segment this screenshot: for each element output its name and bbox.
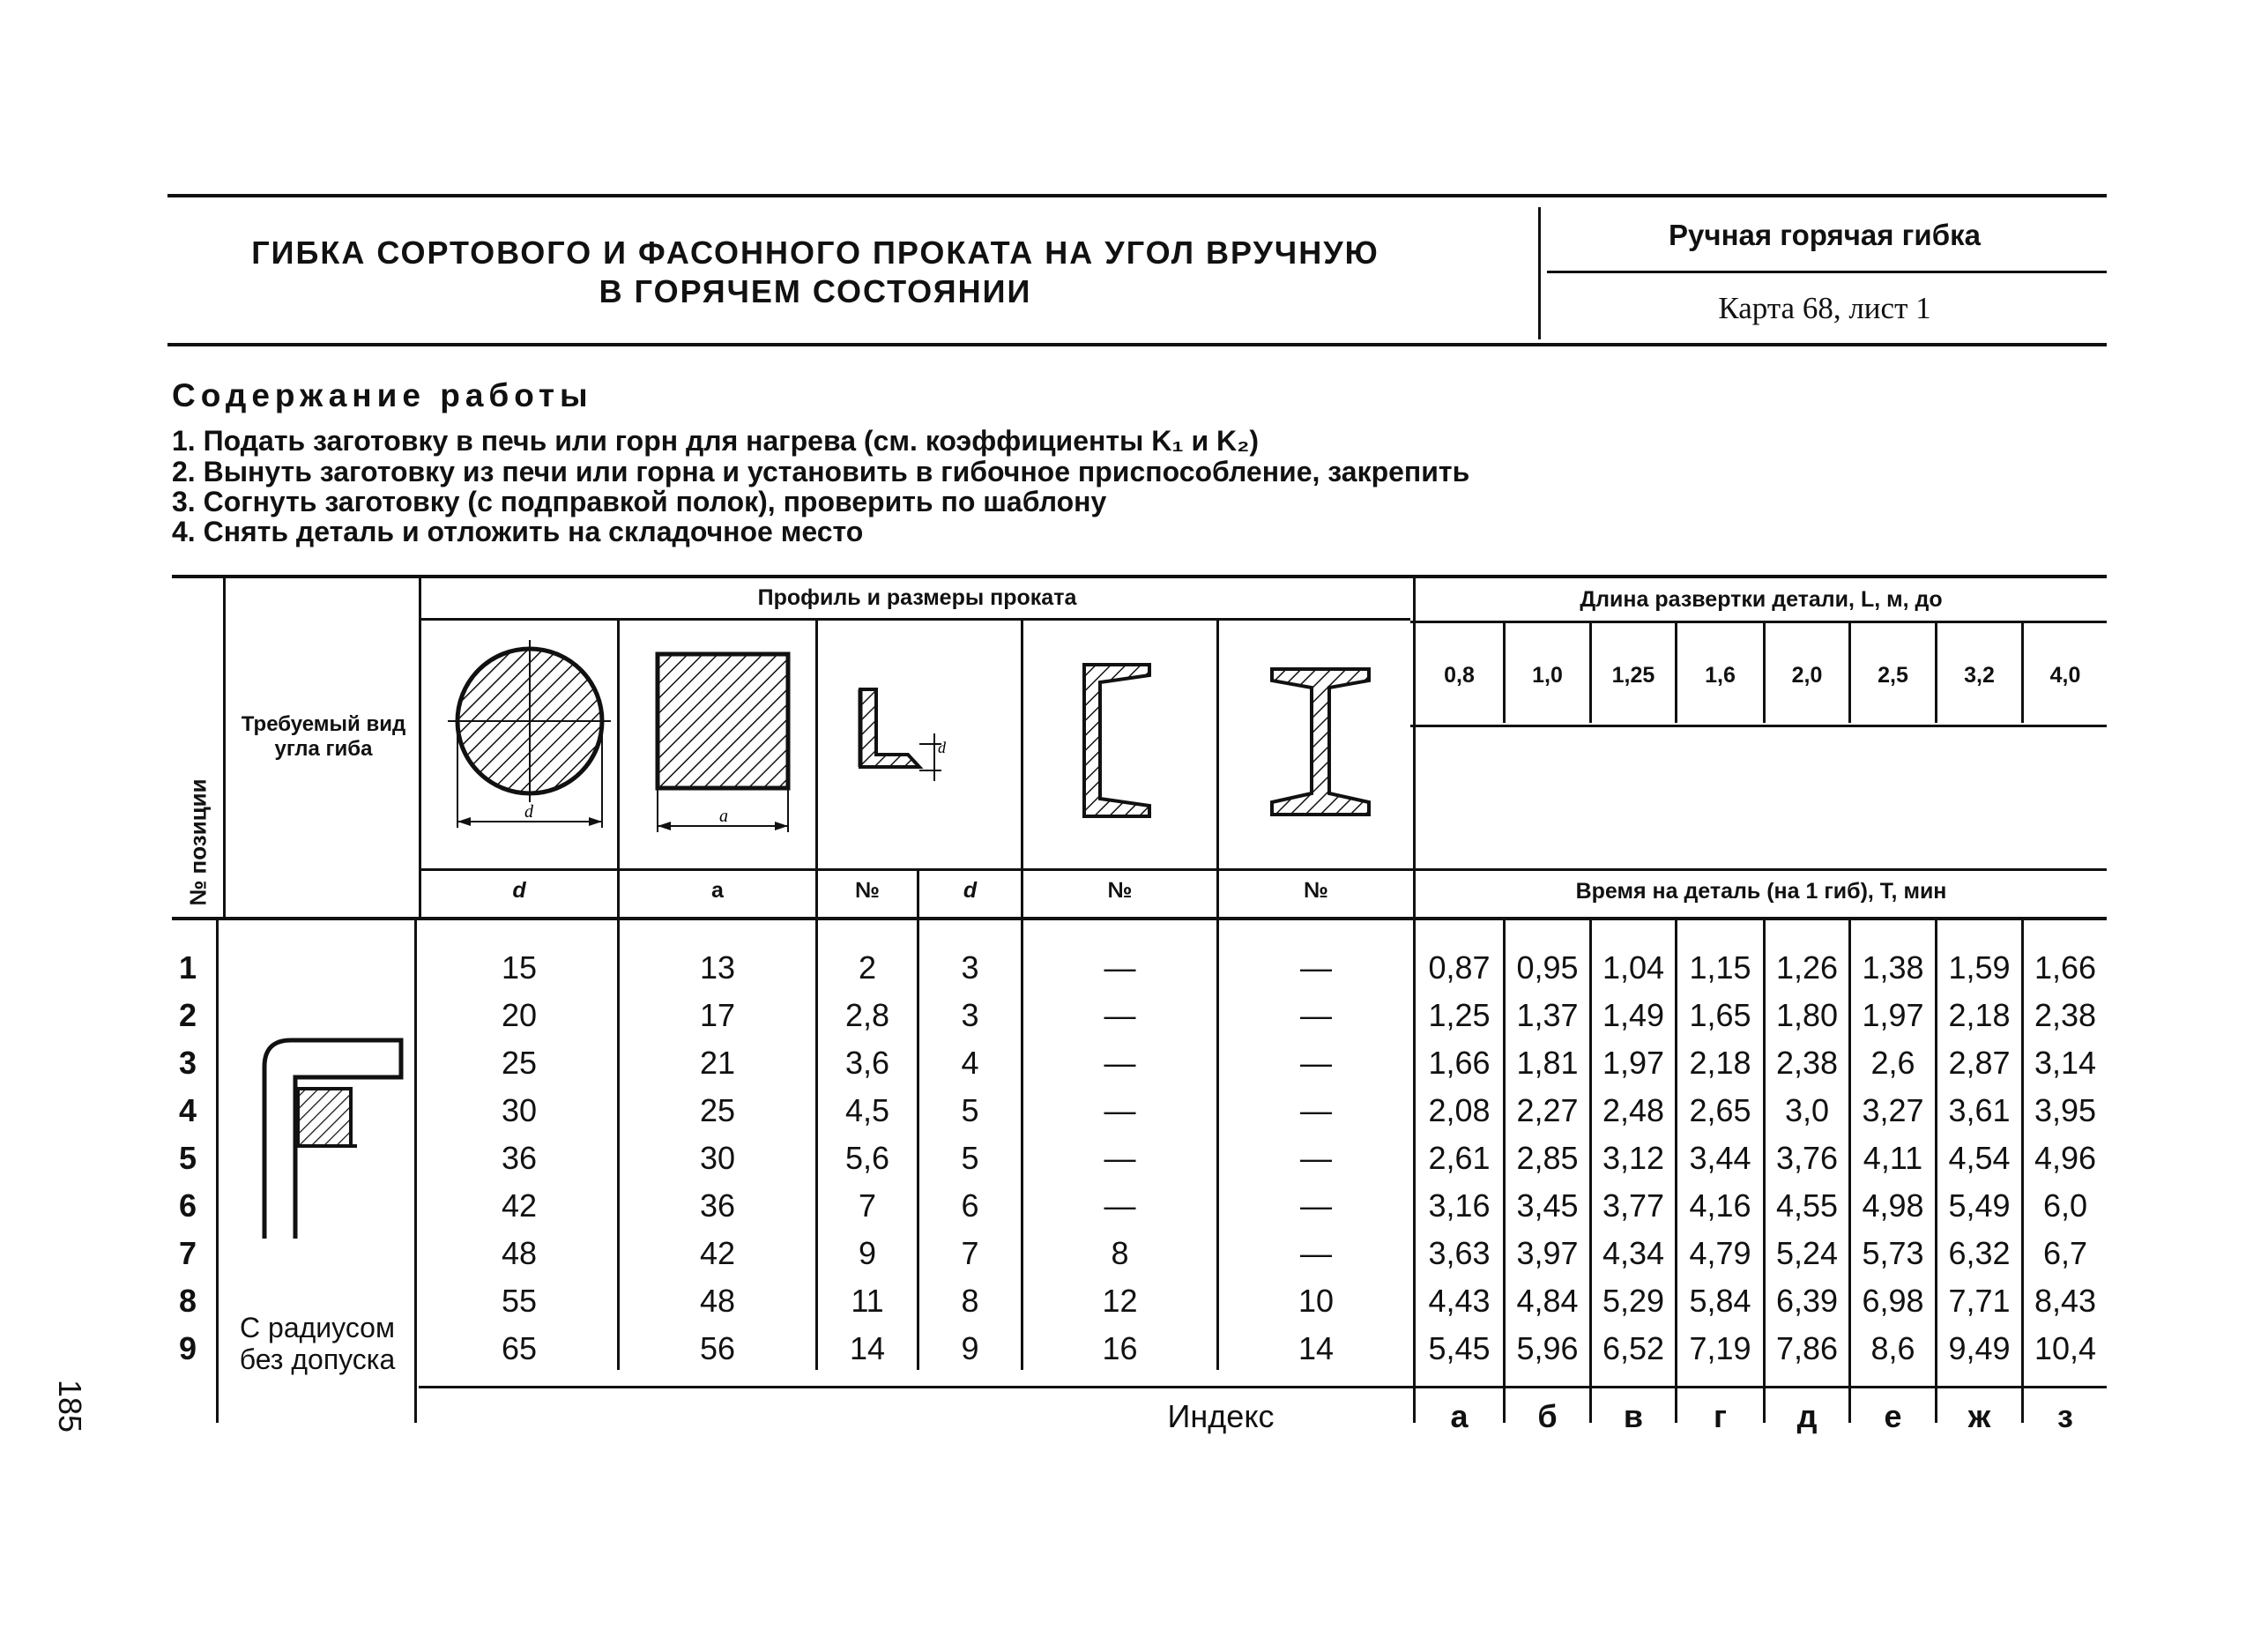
cell-ibeam: — [1300, 1235, 1332, 1271]
time-cell: 3,44 [1689, 1140, 1751, 1176]
position-number: 6 [178, 1187, 197, 1224]
profile-header: Профиль и размеры проката [757, 585, 1077, 610]
time-cell: 6,32 [1948, 1235, 2011, 1271]
index-letter: е [1884, 1398, 1902, 1434]
time-cell: 5,84 [1689, 1283, 1751, 1319]
time-cell: 3,0 [1784, 1092, 1830, 1128]
time-cell: 2,38 [1775, 1045, 1839, 1081]
i-beam-profile-icon [1272, 669, 1369, 815]
cell-channel: 12 [1102, 1283, 1138, 1319]
time-cell: 4,54 [1948, 1140, 2011, 1176]
cell-ibeam: 14 [1298, 1330, 1335, 1366]
cell-angle-no: 3,6 [844, 1045, 890, 1081]
time-cell: 6,98 [1862, 1283, 1924, 1319]
index-letter: д [1796, 1398, 1818, 1434]
time-cell: 9,49 [1948, 1330, 2011, 1366]
time-cell: 0,87 [1428, 949, 1491, 986]
work-step-2: 2. Вынуть заготовку из печи или горна и установить в гибочное приспособление, закрепить [172, 456, 1470, 487]
cell-a: 48 [699, 1283, 736, 1319]
sub-d-round: d [512, 878, 526, 903]
time-cell: 3,63 [1428, 1235, 1491, 1271]
time-cell: 5,96 [1516, 1330, 1579, 1366]
time-cell: 5,49 [1948, 1187, 2011, 1224]
angle-profile-icon [860, 689, 947, 781]
position-number: 8 [178, 1283, 197, 1319]
cell-d: 55 [501, 1283, 538, 1319]
time-cell: 1,66 [1428, 1045, 1491, 1081]
time-cell: 2,08 [1428, 1092, 1491, 1128]
time-cell: 8,6 [1870, 1330, 1915, 1366]
sub-angle-no: № [855, 878, 880, 903]
time-cell: 3,61 [1948, 1092, 2011, 1128]
profile-drawings [421, 621, 1413, 868]
cell-angle-d: 5 [961, 1092, 979, 1128]
time-cell: 1,25 [1428, 997, 1491, 1033]
header-bottom-rule [167, 343, 2107, 346]
cell-a: 13 [699, 949, 736, 986]
cell-angle-d: 7 [961, 1235, 979, 1271]
time-cell: 1,04 [1602, 949, 1665, 986]
time-cell: 8,43 [2034, 1283, 2097, 1319]
cell-channel: — [1104, 1140, 1136, 1176]
time-cell: 4,16 [1689, 1187, 1751, 1224]
category-label: Ручная горячая гибка [1669, 219, 1981, 251]
time-cell: 6,0 [2042, 1187, 2088, 1224]
time-cell: 7,19 [1689, 1330, 1751, 1366]
header-split-rule [1547, 271, 2107, 273]
time-cell: 3,95 [2034, 1092, 2097, 1128]
bend-view-drawing [247, 1023, 405, 1243]
cell-channel: — [1104, 1092, 1136, 1128]
round-bar-icon [448, 640, 611, 828]
time-cell: 1,97 [1602, 1045, 1665, 1081]
cell-a: 30 [699, 1140, 736, 1176]
length-5: 2,5 [1878, 663, 1908, 688]
page-title-line2: В ГОРЯЧЕМ СОСТОЯНИИ [599, 273, 1032, 309]
time-cell: 1,66 [2034, 949, 2097, 986]
work-step-4: 4. Снять деталь и отложить на складочное место [172, 516, 864, 547]
position-number: 9 [178, 1330, 197, 1366]
time-cell: 2,61 [1428, 1140, 1491, 1176]
time-cell: 3,76 [1775, 1140, 1839, 1176]
cell-angle-no: 4,5 [844, 1092, 890, 1128]
cell-d: 25 [501, 1045, 538, 1081]
time-cell: 4,79 [1689, 1235, 1751, 1271]
index-letter: б [1537, 1398, 1558, 1434]
length-1: 1,0 [1532, 663, 1563, 688]
cell-angle-d: 4 [961, 1045, 979, 1081]
time-cell: 7,86 [1775, 1330, 1839, 1366]
cell-angle-no: 14 [849, 1330, 886, 1366]
time-cell: 5,24 [1775, 1235, 1839, 1271]
cell-channel: — [1104, 1045, 1136, 1081]
cell-angle-d: 3 [961, 949, 979, 986]
work-heading: Содержание работы [172, 377, 593, 413]
length-0: 0,8 [1444, 663, 1475, 688]
time-cell: 3,97 [1516, 1235, 1579, 1271]
cell-ibeam: — [1300, 1045, 1332, 1081]
time-cell: 2,27 [1516, 1092, 1579, 1128]
cell-d: 36 [501, 1140, 538, 1176]
svg-text:a: a [719, 807, 728, 826]
cell-d: 20 [501, 997, 538, 1033]
cell-angle-no: 2 [858, 949, 877, 986]
time-cell: 2,87 [1948, 1045, 2011, 1081]
channel-profile-icon [1084, 665, 1149, 816]
cell-channel: — [1104, 949, 1136, 986]
time-cell: 2,65 [1689, 1092, 1751, 1128]
cell-ibeam: — [1300, 949, 1332, 986]
square-bar-icon [658, 654, 788, 832]
time-cell: 5,73 [1862, 1235, 1924, 1271]
sub-ibeam-no: № [1304, 878, 1328, 903]
cell-angle-d: 6 [961, 1187, 979, 1224]
time-cell: 2,48 [1602, 1092, 1665, 1128]
cell-angle-d: 9 [961, 1330, 979, 1366]
time-cell: 2,6 [1870, 1045, 1915, 1081]
cell-channel: 16 [1102, 1330, 1138, 1366]
length-3: 1,6 [1705, 663, 1736, 688]
card-label: Карта 68, лист 1 [1718, 291, 1931, 325]
position-column-header: № позиции [184, 778, 212, 906]
time-cell: 3,16 [1428, 1187, 1491, 1224]
position-number: 7 [178, 1235, 197, 1271]
time-cell: 1,59 [1948, 949, 2011, 986]
cell-angle-d: 8 [961, 1283, 979, 1319]
cell-a: 36 [699, 1187, 736, 1224]
length-4: 2,0 [1791, 663, 1823, 688]
cell-angle-no: 11 [851, 1283, 884, 1319]
time-cell: 1,65 [1689, 997, 1751, 1033]
cell-angle-no: 2,8 [844, 997, 890, 1033]
cell-a: 42 [699, 1235, 736, 1271]
header-divider [1538, 207, 1541, 339]
cell-d: 42 [501, 1187, 538, 1224]
length-header: Длина развертки детали, L, м, до [1580, 587, 1943, 612]
time-cell: 4,96 [2034, 1140, 2097, 1176]
sub-angle-d: d [963, 878, 978, 903]
time-cell: 1,80 [1775, 997, 1839, 1033]
cell-ibeam: 10 [1298, 1283, 1335, 1319]
time-cell: 4,98 [1862, 1187, 1924, 1224]
time-cell: 6,7 [2042, 1235, 2088, 1271]
time-cell: 4,55 [1775, 1187, 1839, 1224]
cell-ibeam: — [1300, 1092, 1332, 1128]
index-letter: а [1450, 1398, 1469, 1434]
time-cell: 2,85 [1516, 1140, 1579, 1176]
cell-angle-d: 5 [961, 1140, 979, 1176]
cell-a: 17 [699, 997, 736, 1033]
cell-ibeam: — [1300, 997, 1332, 1033]
svg-text:d: d [524, 802, 533, 822]
length-7: 4,0 [2049, 663, 2081, 688]
time-cell: 2,38 [2034, 997, 2097, 1033]
radius-note: С радиусом без допуска [239, 1312, 396, 1375]
cell-ibeam: — [1300, 1187, 1332, 1224]
cell-ibeam: — [1300, 1140, 1332, 1176]
cell-angle-no: 5,6 [844, 1140, 890, 1176]
time-cell: 2,18 [1689, 1045, 1751, 1081]
time-cell: 3,77 [1602, 1187, 1665, 1224]
cell-d: 65 [501, 1330, 538, 1366]
cell-angle-no: 7 [858, 1187, 877, 1224]
time-cell: 4,11 [1863, 1140, 1923, 1176]
top-rule [167, 194, 2107, 197]
cell-a: 56 [699, 1330, 736, 1366]
position-number: 2 [178, 997, 197, 1033]
time-cell: 4,34 [1602, 1235, 1665, 1271]
time-header: Время на деталь (на 1 гиб), Т, мин [1575, 879, 1947, 904]
time-cell: 5,45 [1428, 1330, 1491, 1366]
time-cell: 1,49 [1602, 997, 1665, 1033]
time-cell: 10,4 [2034, 1330, 2097, 1366]
position-number: 1 [178, 949, 197, 986]
cell-angle-d: 3 [961, 997, 979, 1033]
time-cell: 1,37 [1516, 997, 1579, 1033]
time-cell: 4,84 [1516, 1283, 1579, 1319]
time-cell: 1,38 [1862, 949, 1924, 986]
cell-d: 15 [501, 949, 538, 986]
svg-text:d: d [938, 739, 946, 756]
cell-a: 25 [699, 1092, 736, 1128]
time-cell: 0,95 [1516, 949, 1579, 986]
time-cell: 1,97 [1862, 997, 1924, 1033]
index-letter: ж [1967, 1398, 1991, 1434]
page-title-line1: ГИБКА СОРТОВОГО И ФАСОННОГО ПРОКАТА НА УГОЛ ВРУЧНУЮ [251, 234, 1379, 271]
position-number: 4 [178, 1092, 197, 1128]
time-cell: 3,12 [1602, 1140, 1665, 1176]
page-number: 185 [52, 1380, 88, 1433]
time-cell: 3,14 [2034, 1045, 2097, 1081]
time-cell: 2,18 [1948, 997, 2011, 1033]
time-cell: 3,45 [1516, 1187, 1579, 1224]
cell-a: 21 [699, 1045, 736, 1081]
time-cell: 5,29 [1602, 1283, 1665, 1319]
cell-channel: — [1104, 1187, 1136, 1224]
cell-d: 48 [501, 1235, 538, 1271]
time-cell: 6,52 [1602, 1330, 1665, 1366]
position-number: 5 [178, 1140, 197, 1176]
index-letter: в [1623, 1398, 1644, 1434]
cell-angle-no: 9 [858, 1235, 877, 1271]
time-cell: 1,15 [1689, 949, 1751, 986]
time-cell: 1,26 [1775, 949, 1839, 986]
time-cell: 4,43 [1428, 1283, 1491, 1319]
time-cell: 1,81 [1516, 1045, 1579, 1081]
cell-channel: — [1104, 997, 1136, 1033]
time-cell: 7,71 [1948, 1283, 2011, 1319]
length-6: 3,2 [1964, 663, 1995, 688]
time-cell: 6,39 [1775, 1283, 1839, 1319]
position-number: 3 [178, 1045, 197, 1081]
cell-channel: 8 [1111, 1235, 1129, 1271]
work-step-1: 1. Подать заготовку в печь или горн для нагрева (см. коэффициенты K₁ и K₂) [172, 425, 1260, 457]
length-2: 1,25 [1611, 663, 1655, 688]
index-letter: з [2057, 1398, 2073, 1434]
sub-channel-no: № [1107, 878, 1133, 903]
view-column-header: Требуемый вид угла гиба [241, 712, 406, 761]
index-letter: г [1714, 1398, 1727, 1434]
sub-a-square: a [711, 878, 724, 903]
work-step-3: 3. Согнуть заготовку (с подправкой полок), проверить по шаблону [172, 486, 1107, 517]
time-cell: 3,27 [1862, 1092, 1924, 1128]
cell-d: 30 [501, 1092, 538, 1128]
index-label: Индекс [1167, 1398, 1275, 1434]
